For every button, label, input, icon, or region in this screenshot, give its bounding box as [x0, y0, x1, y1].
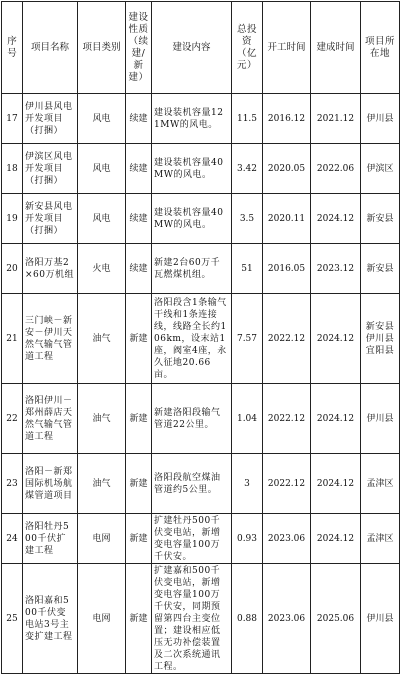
cell-end: 2024.12	[311, 294, 361, 384]
cell-start: 2023.06	[263, 564, 311, 674]
header-nature: 建设性质（续建/新建）	[126, 2, 152, 94]
cell-name: 伊川县风电开发项目（打捆）	[23, 94, 78, 144]
cell-seq: 18	[2, 144, 23, 194]
cell-investment: 3	[232, 454, 263, 514]
cell-category: 电网	[78, 564, 126, 674]
cell-category: 油气	[78, 454, 126, 514]
cell-nature: 新建	[126, 514, 152, 564]
cell-start: 2016.12	[263, 94, 311, 144]
table-row	[2, 194, 400, 244]
cell-content: 扩建牡丹500千伏变电站，新增变电容量100万千伏安。	[152, 514, 232, 564]
cell-investment: 11.5	[232, 94, 263, 144]
header-content: 建设内容	[152, 2, 232, 94]
project-table	[1, 1, 400, 674]
cell-seq: 22	[2, 384, 23, 454]
cell-nature: 新建	[126, 384, 152, 454]
cell-name: 洛阳牡丹500千伏扩建工程	[23, 514, 78, 564]
cell-seq: 23	[2, 454, 23, 514]
cell-end: 2021.12	[311, 94, 361, 144]
cell-start: 2020.11	[263, 194, 311, 244]
cell-name: 三门峡－新安－伊川天然气输气管道工程	[23, 294, 78, 384]
cell-end: 2025.06	[311, 564, 361, 674]
cell-name: 洛阳伊川－郑州薛店天然气输气管道工程	[23, 384, 78, 454]
cell-nature: 续建	[126, 244, 152, 294]
cell-seq: 20	[2, 244, 23, 294]
cell-content: 建设装机容量40MW的风电。	[152, 144, 232, 194]
cell-end: 2024.12	[311, 454, 361, 514]
cell-start: 2022.12	[263, 294, 311, 384]
cell-seq: 24	[2, 514, 23, 564]
cell-content: 扩建嘉和500千伏变电站，新增变电容量100万千伏安，同期预留第四台主变位置；建设相应低压无功补偿装置及二次系统通讯工程。	[152, 564, 232, 674]
table-header	[2, 2, 400, 94]
cell-seq: 19	[2, 194, 23, 244]
cell-location: 伊川县	[361, 94, 400, 144]
header-location: 项目所在地	[361, 2, 400, 94]
cell-location: 伊滨区	[361, 144, 400, 194]
cell-end: 2024.12	[311, 194, 361, 244]
cell-start: 2023.06	[263, 514, 311, 564]
cell-seq: 17	[2, 94, 23, 144]
cell-start: 2022.12	[263, 454, 311, 514]
table-row	[2, 244, 400, 294]
cell-seq: 21	[2, 294, 23, 384]
cell-location: 孟津区	[361, 514, 400, 564]
cell-content: 洛阳段含1条输气干线和1条连接线，线路全长约106km，设末站1座，阀室4座，永久征地20.66亩。	[152, 294, 232, 384]
cell-category: 风电	[78, 194, 126, 244]
cell-nature: 新建	[126, 454, 152, 514]
cell-start: 2016.05	[263, 244, 311, 294]
cell-nature: 续建	[126, 194, 152, 244]
header-name: 项目名称	[23, 2, 78, 94]
cell-investment: 51	[232, 244, 263, 294]
table-row	[2, 144, 400, 194]
cell-name: 洛阳－新郑国际机场航煤管道项目	[23, 454, 78, 514]
header-start: 开工时间	[263, 2, 311, 94]
cell-investment: 0.93	[232, 514, 263, 564]
header-investment: 总投资（亿元）	[232, 2, 263, 94]
table-row	[2, 94, 400, 144]
cell-name: 洛阳万基2×60万机组	[23, 244, 78, 294]
cell-end: 2024.12	[311, 514, 361, 564]
cell-investment: 0.88	[232, 564, 263, 674]
cell-category: 风电	[78, 94, 126, 144]
cell-name: 伊滨区风电开发项目（打捆）	[23, 144, 78, 194]
cell-start: 2020.05	[263, 144, 311, 194]
cell-content: 新建2台60万千瓦燃煤机组。	[152, 244, 232, 294]
cell-end: 2024.12	[311, 384, 361, 454]
cell-location: 新安县	[361, 194, 400, 244]
cell-category: 油气	[78, 294, 126, 384]
cell-nature: 续建	[126, 94, 152, 144]
cell-start: 2022.12	[263, 384, 311, 454]
table-row	[2, 514, 400, 564]
table-row	[2, 454, 400, 514]
cell-end: 2022.06	[311, 144, 361, 194]
cell-content: 洛阳段航空煤油管道约5公里。	[152, 454, 232, 514]
cell-nature: 续建	[126, 144, 152, 194]
cell-location: 新安县	[361, 244, 400, 294]
cell-location: 伊川县	[361, 564, 400, 674]
cell-name: 洛阳嘉和500千伏变电站3号主变扩建工程	[23, 564, 78, 674]
cell-investment: 7.57	[232, 294, 263, 384]
cell-content: 建设装机容量121MW的风电。	[152, 94, 232, 144]
cell-nature: 新建	[126, 564, 152, 674]
cell-category: 火电	[78, 244, 126, 294]
cell-location: 新安县伊川县宜阳县	[361, 294, 400, 384]
cell-category: 风电	[78, 144, 126, 194]
header-seq: 序号	[2, 2, 23, 94]
cell-nature: 新建	[126, 294, 152, 384]
table-row	[2, 294, 400, 384]
cell-location: 伊川县	[361, 384, 400, 454]
cell-category: 电网	[78, 514, 126, 564]
cell-seq: 25	[2, 564, 23, 674]
table-row	[2, 384, 400, 454]
cell-name: 新安县风电开发项目（打捆）	[23, 194, 78, 244]
cell-investment: 3.5	[232, 194, 263, 244]
cell-category: 油气	[78, 384, 126, 454]
cell-end: 2023.12	[311, 244, 361, 294]
cell-investment: 3.42	[232, 144, 263, 194]
cell-investment: 1.04	[232, 384, 263, 454]
cell-location: 孟津区	[361, 454, 400, 514]
table-body	[2, 94, 400, 674]
header-end: 建成时间	[311, 2, 361, 94]
header-category: 项目类别	[78, 2, 126, 94]
table-row	[2, 564, 400, 674]
cell-content: 建设装机容量40MW的风电。	[152, 194, 232, 244]
cell-content: 新建洛阳段输气管道22公里。	[152, 384, 232, 454]
